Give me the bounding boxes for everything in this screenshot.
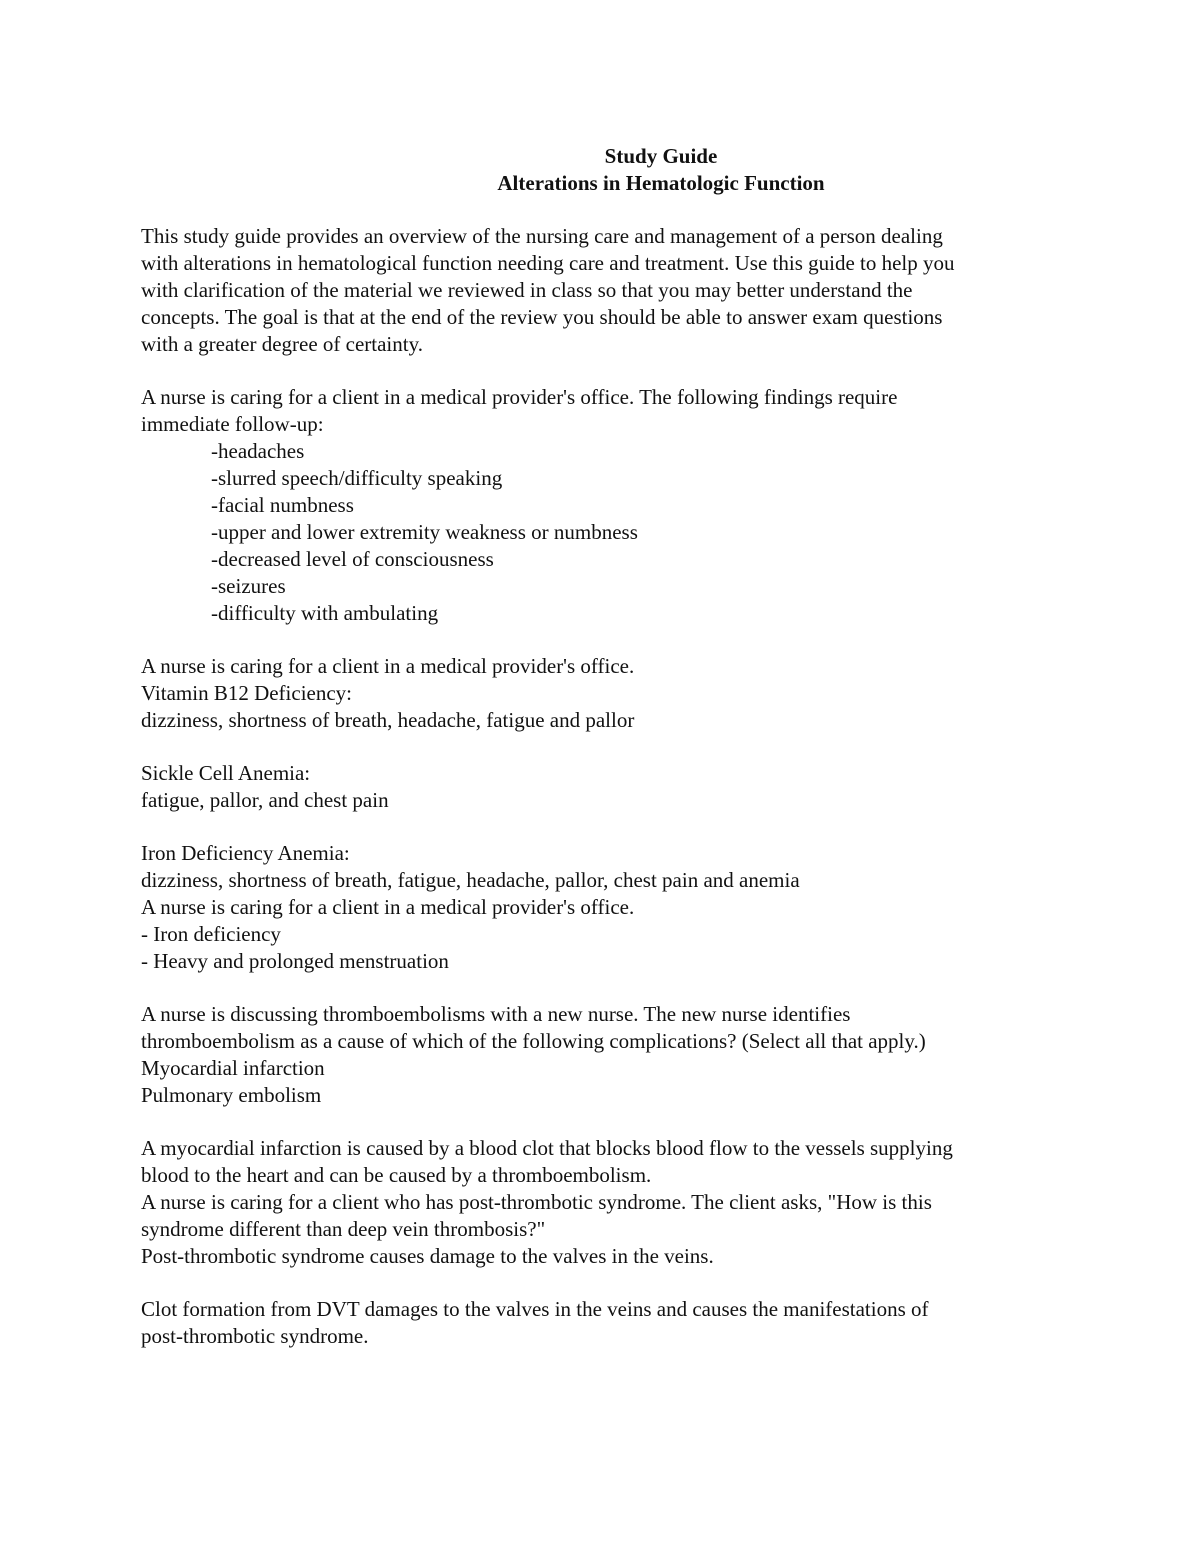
spacer xyxy=(141,975,1071,1001)
intro-paragraph xyxy=(141,223,1071,358)
finding-item: -difficulty with ambulating xyxy=(211,601,439,625)
intro-line: with alterations in hematological function needing care and treatment. Use this guide to help you xyxy=(141,251,955,275)
document-body xyxy=(141,143,1071,1350)
section-line: - Heavy and prolonged menstruation xyxy=(141,949,449,973)
title-line-2: Alterations in Hematologic Function xyxy=(497,171,825,195)
spacer xyxy=(141,1270,1071,1296)
spacer xyxy=(141,197,1071,223)
section-iron-deficiency xyxy=(141,840,1071,975)
document-title xyxy=(141,143,1071,197)
section-line: Clot formation from DVT damages to the valves in the veins and causes the manifestations of xyxy=(141,1297,929,1321)
section-line: Sickle Cell Anemia: xyxy=(141,761,311,785)
section-line: Vitamin B12 Deficiency: xyxy=(141,681,353,705)
section-thromboembolism xyxy=(141,1001,1071,1109)
section-line: thromboembolism as a cause of which of the following complications? (Select all that apply.) xyxy=(141,1029,926,1053)
section-line: dizziness, shortness of breath, fatigue, headache, pallor, chest pain and anemia xyxy=(141,868,800,892)
finding-item: -seizures xyxy=(211,574,286,598)
section-line: syndrome different than deep vein thrombosis?" xyxy=(141,1217,546,1241)
section-clot-formation xyxy=(141,1296,1071,1350)
intro-line: with a greater degree of certainty. xyxy=(141,332,423,356)
finding-item: -slurred speech/difficulty speaking xyxy=(211,466,503,490)
finding-item: -upper and lower extremity weakness or numbness xyxy=(211,520,638,544)
section-line: A nurse is caring for a client in a medical provider's office. The following findings require xyxy=(141,385,898,409)
intro-line: with clarification of the material we reviewed in class so that you may better understand the xyxy=(141,278,913,302)
section-line: - Iron deficiency xyxy=(141,922,281,946)
intro-line: This study guide provides an overview of the nursing care and management of a person dealing xyxy=(141,224,943,248)
section-line: Post-thrombotic syndrome causes damage to the valves in the veins. xyxy=(141,1244,714,1268)
section-line: A myocardial infarction is caused by a blood clot that blocks blood flow to the vessels supplying xyxy=(141,1136,953,1160)
spacer xyxy=(141,1109,1071,1135)
section-follow-up xyxy=(141,384,1071,627)
spacer xyxy=(141,814,1071,840)
finding-item: -headaches xyxy=(211,439,305,463)
finding-item: -decreased level of consciousness xyxy=(211,547,494,571)
section-b12-deficiency xyxy=(141,653,1071,734)
title-line-1: Study Guide xyxy=(604,144,718,168)
section-line: A nurse is caring for a client who has post-thrombotic syndrome. The client asks, "How is this xyxy=(141,1190,932,1214)
section-line: dizziness, shortness of breath, headache, fatigue and pallor xyxy=(141,708,635,732)
finding-item: -facial numbness xyxy=(211,493,354,517)
section-line: Myocardial infarction xyxy=(141,1056,325,1080)
section-line: blood to the heart and can be caused by a thromboembolism. xyxy=(141,1163,652,1187)
section-line: Iron Deficiency Anemia: xyxy=(141,841,350,865)
section-myocardial-infarction xyxy=(141,1135,1071,1270)
spacer xyxy=(141,358,1071,384)
section-line: A nurse is caring for a client in a medical provider's office. xyxy=(141,895,635,919)
intro-line: concepts. The goal is that at the end of the review you should be able to answer exam questions xyxy=(141,305,943,329)
section-line: A nurse is discussing thromboembolisms with a new nurse. The new nurse identifies xyxy=(141,1002,851,1026)
section-sickle-cell xyxy=(141,760,1071,814)
section-line: fatigue, pallor, and chest pain xyxy=(141,788,389,812)
spacer xyxy=(141,734,1071,760)
section-line: Pulmonary embolism xyxy=(141,1083,322,1107)
section-line: A nurse is caring for a client in a medical provider's office. xyxy=(141,654,635,678)
section-line: post-thrombotic syndrome. xyxy=(141,1324,369,1348)
section-line: immediate follow-up: xyxy=(141,412,324,436)
spacer xyxy=(141,627,1071,653)
